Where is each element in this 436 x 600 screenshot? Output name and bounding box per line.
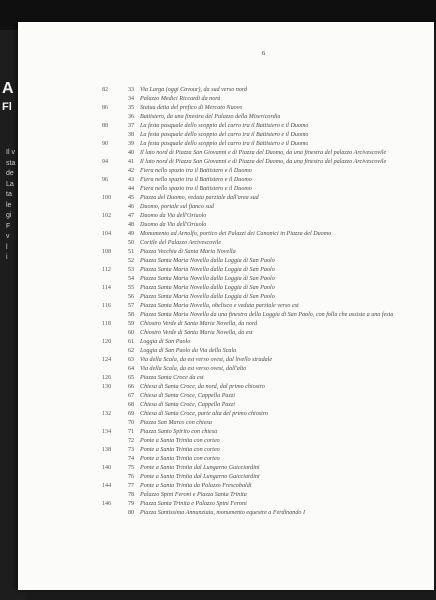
list-item [18, 410, 434, 419]
list-item [18, 167, 434, 176]
page-reference: 96 [102, 177, 109, 183]
index-page [18, 22, 434, 590]
list-item [18, 401, 434, 410]
plate-title: Battistero, da una finestra del Palazzo della Misericordia [140, 114, 281, 120]
list-item [18, 320, 434, 329]
page-reference: 126 [102, 375, 112, 381]
plate-title: Piazza del Duomo, veduta parziale dall'area sud [140, 195, 259, 201]
list-item [18, 482, 434, 491]
plate-title: Piazza Santa Trinita e Palazzo Spini Feroni [140, 501, 247, 507]
plate-title: Piazza Santa Maria Novella dalla Loggia di San Paolo [140, 276, 275, 282]
plate-title: Palazzo Medici Riccardi da nord [140, 96, 221, 102]
plate-number: 72 [128, 438, 135, 444]
plate-title: Via Larga (oggi Cavour), da sud verso nord [140, 87, 248, 93]
plate-title: Piazza Vecchia di Santa Maria Novella [140, 249, 236, 255]
plate-number: 57 [128, 303, 135, 309]
plate-title: Fiera nello spazio tra il Battistero e il Duomo [140, 177, 252, 183]
plate-number: 79 [128, 501, 135, 507]
page-reference: 102 [102, 213, 112, 219]
plate-number: 44 [128, 186, 135, 192]
page-number: 6 [262, 50, 266, 57]
cover-side-line: Il v [6, 149, 15, 156]
plate-number: 42 [128, 168, 135, 174]
list-item [18, 131, 434, 140]
plate-number: 41 [128, 159, 135, 165]
plate-number: 62 [128, 348, 135, 354]
page-reference: 114 [102, 285, 111, 291]
plate-title: Chiostro Verde di Santa Maria Novella, da nord [140, 321, 258, 327]
plates-list [18, 86, 434, 518]
plate-number: 36 [128, 114, 135, 120]
plate-number: 45 [128, 195, 135, 201]
plate-title: La festa pasquale dello scoppio del carro tra il Battistero e il Duomo [140, 132, 309, 138]
plate-number: 80 [128, 510, 135, 516]
page-reference: 86 [102, 105, 109, 111]
plate-number: 61 [128, 339, 135, 345]
page-reference: 108 [102, 249, 112, 255]
plate-number: 43 [128, 177, 135, 183]
plate-title: Fiera nello spazio tra il Battistero e il Duomo [140, 186, 252, 192]
page-reference: 100 [102, 195, 112, 201]
plate-title: Chiostro Verde di Santa Maria Novella, da est [140, 330, 253, 336]
plate-title: Duomo, portale sul fianco sud [140, 204, 214, 210]
plate-title: Loggia di San Paolo [140, 339, 191, 345]
list-item [18, 230, 434, 239]
list-item [18, 428, 434, 437]
plate-title: Piazza Santa Maria Novella dalla Loggia di San Paolo [140, 285, 275, 291]
cover-side-line: v [6, 233, 10, 240]
plate-title: Piazza Santo Spirito con chiesa [140, 429, 218, 435]
page-reference: 124 [102, 357, 112, 363]
list-item [18, 347, 434, 356]
plate-title: Ponte a Santa Trinita dal Lungarno Guicciardini [140, 474, 260, 480]
cover-letter: Fl [2, 101, 12, 113]
plate-number: 73 [128, 447, 135, 453]
plate-title: Piazza Santa Maria Novella da una finestra della Loggia di San Paolo, con folla che assiste a una festa [140, 312, 394, 318]
plate-number: 68 [128, 402, 135, 408]
plate-title: Ponte a Santa Trinita dal Lungarno Guicciardini [140, 465, 260, 471]
list-item [18, 509, 434, 518]
page-reference: 118 [102, 321, 111, 327]
page-reference: 88 [102, 123, 109, 129]
plate-title: Ponte a Santa Trinita da Palazzo Frescobaldi [140, 483, 252, 489]
plate-number: 50 [128, 240, 135, 246]
list-item [18, 284, 434, 293]
plate-title: Palazzo Spini Feroni e Piazza Santa Trinita [140, 492, 247, 498]
plate-number: 54 [128, 276, 135, 282]
plate-title: Statua detta del prefico di Mercato Nuovo [140, 105, 243, 111]
cover-side-line: l [6, 243, 8, 251]
page-reference: 130 [102, 384, 112, 390]
list-item [18, 311, 434, 320]
plate-number: 53 [128, 267, 135, 273]
list-item [18, 419, 434, 428]
list-item [18, 275, 434, 284]
plate-title: Ponte a Santa Trinita con corteo [140, 447, 220, 453]
page-reference: 138 [102, 447, 112, 453]
list-item [18, 95, 434, 104]
list-item [18, 293, 434, 302]
plate-number: 37 [128, 123, 135, 129]
list-item [18, 455, 434, 464]
plate-title: Il lato nord di Piazza San Giovanni e di Piazza del Duomo, da una finestra del palazzo Arcivescovile [140, 159, 387, 165]
plate-number: 38 [128, 132, 135, 138]
cover-side-line: gi [6, 212, 12, 219]
list-item [18, 149, 434, 158]
cover-title-letters [2, 80, 14, 116]
plate-title: Cortile del Palazzo Arcivescovile [140, 240, 222, 246]
list-item [18, 239, 434, 248]
cover-side-line: ta [6, 191, 12, 198]
plate-title: Piazza Santa Maria Novella dalla Loggia di San Paolo [140, 267, 275, 273]
list-item [18, 266, 434, 275]
plate-number: 58 [128, 312, 135, 318]
list-item [18, 113, 434, 122]
plate-number: 55 [128, 285, 135, 291]
plate-title: Piazza Santissima Annunziata, monumento equestre a Ferdinando I [140, 510, 305, 516]
plate-number: 34 [128, 96, 135, 102]
plate-title: Piazza San Marco con chiesa [140, 420, 212, 426]
plate-title: Il lato nord di Piazza San Giovanni e di Piazza del Duomo, da una finestra del palazzo Arcivescovile [140, 150, 387, 156]
cover-side-line: F [6, 222, 11, 230]
list-item [18, 356, 434, 365]
list-item [18, 500, 434, 509]
list-item [18, 257, 434, 266]
plate-number: 78 [128, 492, 135, 498]
plate-number: 67 [128, 393, 135, 399]
page-reference: 120 [102, 339, 112, 345]
plate-number: 63 [128, 357, 135, 363]
list-item [18, 365, 434, 374]
plate-title: Fiera nello spazio tra il Battistero e il Duomo [140, 168, 252, 174]
cover-side-line: de [6, 170, 14, 177]
cover-side-line: sta [6, 159, 16, 167]
page-reference: 112 [102, 267, 111, 273]
page-reference: 94 [102, 159, 109, 165]
cover-side-line: La [6, 180, 14, 188]
list-item [18, 86, 434, 95]
plate-number: 47 [128, 213, 135, 219]
plate-title: La festa pasquale dello scoppio del carro tra il Battistero e il Duomo [140, 123, 309, 129]
list-item [18, 194, 434, 203]
list-item [18, 338, 434, 347]
list-item [18, 122, 434, 131]
page-reference: 134 [102, 429, 112, 435]
page-reference: 90 [102, 141, 109, 147]
plate-title: Chiesa di Santa Croce, da nord, dal primo chiostro [140, 384, 265, 390]
plate-number: 52 [128, 258, 135, 264]
cover-letter: A [2, 80, 14, 97]
page-reference: 132 [102, 411, 112, 417]
plate-title: Chiesa di Santa Croce, Cappella Pazzi [140, 393, 235, 399]
plate-title: Monumento ad Arnolfo, portico dei Palazzi dei Canonici in Piazza del Duomo [140, 231, 332, 237]
plate-number: 60 [128, 330, 135, 336]
cover-side-line: le [6, 201, 12, 209]
plate-number: 46 [128, 204, 135, 210]
page-reference: 146 [102, 501, 112, 507]
plate-title: Loggia di San Paolo da Via della Scala [140, 348, 237, 354]
plate-number: 70 [128, 420, 135, 426]
plate-number: 76 [128, 474, 135, 480]
plate-title: La festa pasquale dello scoppio del carro tra il Battistero e il Duomo [140, 141, 309, 147]
list-item [18, 248, 434, 257]
plate-title: Chiesa di Santa Croce, parte alta del primo chiostro [140, 411, 269, 417]
plate-title: Chiesa di Santa Croce, Cappella Pazzi [140, 402, 235, 408]
plate-number: 74 [128, 456, 135, 462]
plate-number: 51 [128, 249, 135, 255]
plate-title: Piazza Santa Maria Novella, obelisco e veduta parziale verso est [140, 303, 299, 309]
list-item [18, 437, 434, 446]
list-item [18, 140, 434, 149]
plate-number: 39 [128, 141, 135, 147]
plate-title: Piazza Santa Maria Novella dalla Loggia di San Paolo [140, 258, 275, 264]
plate-title: Duomo da Via dell'Oriuolo [140, 222, 207, 228]
list-item [18, 446, 434, 455]
cover-side-line: i [6, 254, 8, 261]
plate-number: 77 [128, 483, 135, 489]
plate-title: Piazza Santa Maria Novella dalla Loggia di San Paolo [140, 294, 275, 300]
plate-number: 40 [128, 150, 135, 156]
plate-number: 71 [128, 429, 135, 435]
list-item [18, 464, 434, 473]
plate-number: 65 [128, 375, 135, 381]
page-reference: 82 [102, 87, 109, 93]
page-reference: 116 [102, 303, 111, 309]
list-item [18, 158, 434, 167]
page-reference: 140 [102, 465, 112, 471]
plate-number: 69 [128, 411, 135, 417]
plate-title: Via della Scala, da est verso ovest, dall'alto [140, 366, 247, 372]
plate-number: 33 [128, 87, 135, 93]
list-item [18, 392, 434, 401]
plate-number: 66 [128, 384, 135, 390]
plate-title: Ponte a Santa Trinita con corteo [140, 438, 220, 444]
list-item [18, 302, 434, 311]
list-item [18, 212, 434, 221]
list-item [18, 491, 434, 500]
plate-number: 64 [128, 366, 135, 372]
list-item [18, 176, 434, 185]
list-item [18, 185, 434, 194]
plate-title: Ponte a Santa Trinita con corteo [140, 456, 220, 462]
list-item [18, 221, 434, 230]
plate-title: Via della Scala, da est verso ovest, dal livello stradale [140, 357, 273, 363]
plate-number: 49 [128, 231, 135, 237]
list-item [18, 383, 434, 392]
plate-number: 56 [128, 294, 135, 300]
plate-number: 75 [128, 465, 135, 471]
list-item [18, 374, 434, 383]
list-item [18, 329, 434, 338]
list-item [18, 473, 434, 482]
plate-number: 48 [128, 222, 135, 228]
plate-title: Duomo da Via dell'Oriuolo [140, 213, 207, 219]
plate-number: 59 [128, 321, 135, 327]
plate-number: 35 [128, 105, 135, 111]
page-reference: 144 [102, 483, 112, 489]
list-item [18, 203, 434, 212]
list-item [18, 104, 434, 113]
plate-title: Piazza Santa Croce da est [140, 375, 204, 381]
page-reference: 104 [102, 231, 112, 237]
